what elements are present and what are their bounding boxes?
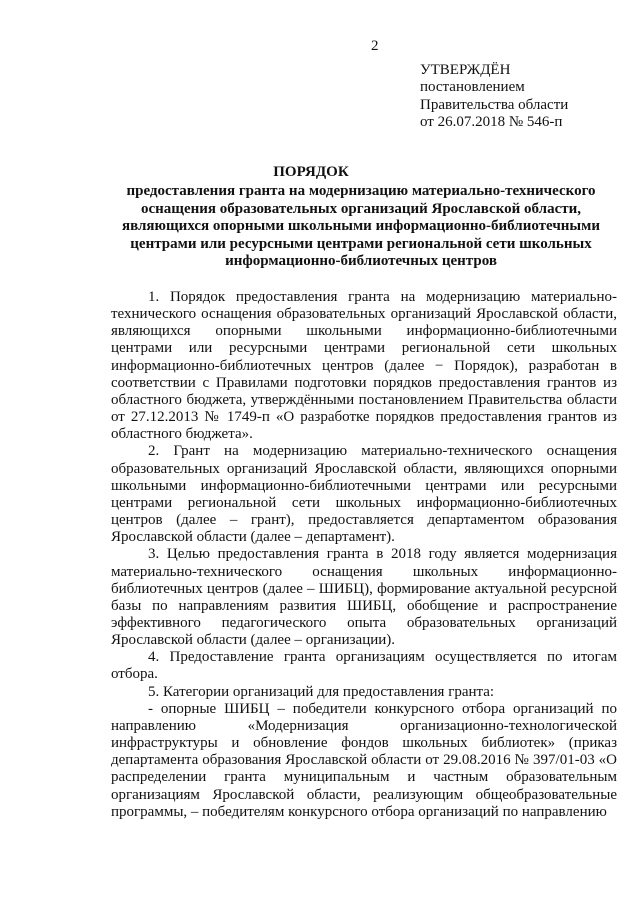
approval-line: постановлением: [420, 79, 525, 96]
paragraph: 3. Целью предоставления гранта в 2018 году является модернизация материально-технического оснащения школьных информационно-библиотечных центров (далее – ШИБЦ), формирование актуальной ресурсной базы по направлениям развития ШИБЦ, обобщение и распространение эффективного педагогического опыта образовательных организаций Ярославской области (далее – организации).: [111, 546, 617, 649]
document-subtitle: предоставления гранта на модернизацию материально-технического оснащения образовательных организаций Ярославской области, являющихся опорными школьными информационно-библиотечными центрами или ресурсными центрами региональной сети школьных информационно-библиотечных центров: [122, 183, 600, 270]
paragraph: 4. Предоставление гранта организациям осуществляется по итогам отбора.: [111, 649, 617, 683]
approval-block: [420, 62, 568, 131]
paragraph: 5. Категории организаций для предоставления гранта:: [148, 683, 495, 700]
document-title: ПОРЯДОК: [273, 164, 349, 180]
paragraph: 2. Грант на модернизацию материально-технического оснащения образовательных организаций Ярославской области, являющихся опорными школьными информационно-библиотечными центрами или ресурсными центрами региональной сети школьных информационно-библиотечных центров (далее – грант), предоставляется департаментом образования Ярославской области (далее – департамент).: [111, 443, 617, 546]
approval-line: Правительства области: [420, 96, 569, 113]
paragraph: - опорные ШИБЦ – победители конкурсного отбора организаций по направлению «Модернизация организационно-технологической инфраструктуры и обновление фондов школьных библиотек» (приказ департамента образования Ярославской области от 29.08.2016 № 397/01-03 «О распределении гранта муниципальным и частным образовательным организациям Ярославской области, реализующим общеобразовательные программы, – победителям конкурсного отбора организаций по направлению: [111, 700, 617, 820]
document-body: [111, 289, 617, 821]
page-number: 2: [371, 38, 379, 54]
paragraph: 1. Порядок предоставления гранта на модернизацию материально-технического оснащения образовательных организаций Ярославской области, являющихся опорными школьными информационно-библиотечными центрами или ресурсными центрами региональной сети школьных информационно-библиотечных центров (далее − Порядок), разработан в соответствии с Правилами подготовки порядков предоставления грантов из областного бюджета, утверждёнными постановлением Правительства области от 27.12.2013 № 1749-п «О разработке порядков предоставления грантов из областного бюджета».: [111, 289, 617, 443]
approval-line: УТВЕРЖДЁН: [420, 62, 511, 78]
approval-line: от 26.07.2018 № 546-п: [420, 113, 563, 130]
